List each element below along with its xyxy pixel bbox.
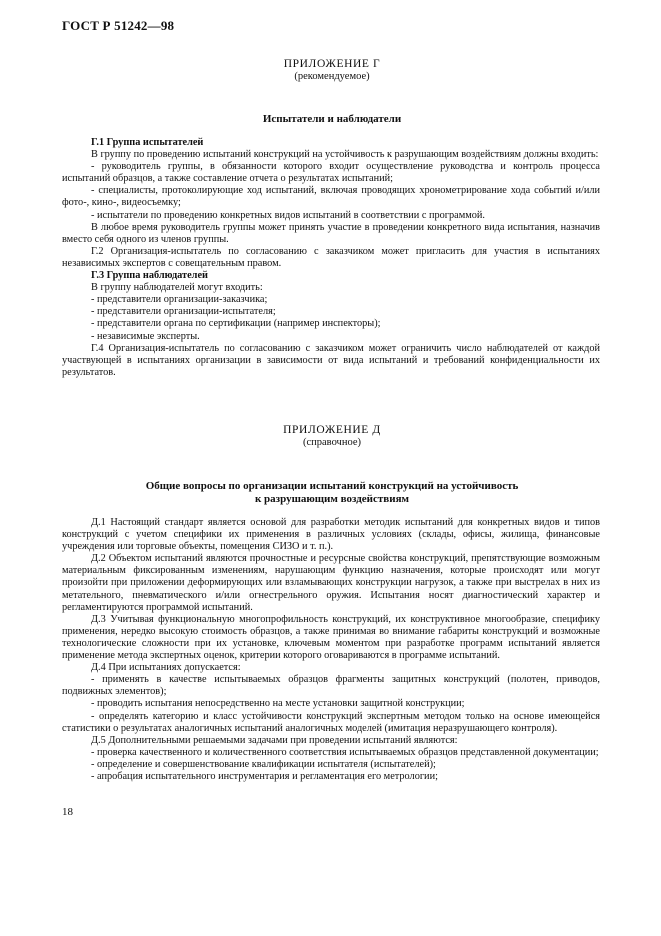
paragraph: - представители органа по сертификации (например инспекторы); <box>91 318 381 330</box>
appendix-g-title: Испытатели и наблюдатели <box>262 113 402 125</box>
paragraph: - представители организации-заказчика; <box>91 294 268 306</box>
paragraph: Д.4 При испытаниях допускается: <box>91 662 241 674</box>
appendix-d-label: ПРИЛОЖЕНИЕ Д <box>283 424 381 436</box>
paragraph: Г.2 Организация-испытатель по согласованию с заказчиком может пригласить для участия в испытаниях независимых экспертов с совещательным правом. <box>62 245 600 269</box>
section-heading: Г.3 Группа наблюдателей <box>91 270 208 282</box>
section-heading: Г.1 Группа испытателей <box>91 137 204 148</box>
paragraph: - специалисты, протоколирующие ход испытаний, включая проводящих хронометрирование хода событий и/или фото-, кино-, видеосъемку; <box>62 185 600 209</box>
paragraph: - независимые эксперты. <box>91 330 200 342</box>
paragraph: В любое время руководитель группы может принять участие в проведении конкретного вида испытания, назначив вместо себя одного из членов группы. <box>62 221 600 245</box>
paragraph: Д.1 Настоящий стандарт является основой для разработки методик испытаний для конкретных видов и типов конструкций с учетом специфики их применения в различных условиях (склады, офисы, жилища, финансовые учреждения или торговые объекты, помещения СИЗО и т. п.). <box>62 517 600 553</box>
appendix-d-title <box>62 480 602 506</box>
appendix-d-title-line1: Общие вопросы по организации испытаний конструкций на устойчивость <box>145 480 519 492</box>
appendix-g-body <box>62 137 600 379</box>
paragraph: - руководитель группы, в обязанности которого входит осуществление руководства и контроль процесса испытаний образцов, а также составление отчета о результатах испытаний; <box>62 161 600 185</box>
paragraph: В группу наблюдателей могут входить: <box>91 282 263 294</box>
paragraph: Г.4 Организация-испытатель по согласованию с заказчиком может ограничить число наблюдателей от каждой участвующей в испытаниях организации в зависимости от вида испытаний и требований конфиденциальности их результатов. <box>62 342 600 378</box>
appendix-d-title-line2: к разрушающим воздействиям <box>254 493 410 505</box>
document-header: ГОСТ Р 51242—98 <box>62 18 175 33</box>
paragraph: - представители организации-испытателя; <box>91 306 276 318</box>
appendix-g-status: (рекомендуемое) <box>294 71 370 82</box>
paragraph: Д.2 Объектом испытаний являются прочностные и ресурсные свойства конструкций, препятствующие возможным материальным фиксированным изменениям, нарушающим функцию назначения, которые происходят или могут произойти при приложении деформирующих или взламывающих конструкции нагрузок, а также при выстрелах в них из метательного, пневматического и/или огнестрельного оружия. Испытания носят диагностический характер и регламентируются программой испытаний. <box>62 553 600 613</box>
appendix-d-body <box>62 517 600 783</box>
paragraph: - апробация испытательного инструментария и регламентация его метрологии; <box>91 770 438 782</box>
paragraph: - определять категорию и класс устойчивости конструкций экспертным методом только на основе имеющейся статистики о результатах аналогичных испытаний аналогичных моделей (имитация неразрушающего контроля). <box>62 710 600 734</box>
paragraph: - применять в качестве испытываемых образцов фрагменты защитных конструкций (полотен, приводов, подвижных элементов); <box>62 674 600 698</box>
appendix-d-status: (справочное) <box>303 437 361 448</box>
paragraph: Д.5 Дополнительными решаемыми задачами при проведении испытаний являются: <box>91 734 458 746</box>
appendix-g-label: ПРИЛОЖЕНИЕ Г <box>283 58 381 70</box>
paragraph: - испытатели по проведению конкретных видов испытаний в соответствии с программой. <box>91 209 485 221</box>
paragraph: Д.3 Учитывая функциональную многопрофильность конструкций, их конструктивное многообразие, специфику применения, нередко высокую стоимость образцов, а также принимая во внимание габариты конструкций и возможные технологические сложности при их установке, ключевым моментом при разработке программ испытаний является применение метода экспертных оценок, критерии которого оговариваются в программе испытаний. <box>62 613 600 662</box>
paragraph: - проводить испытания непосредственно на месте установки защитной конструкции; <box>91 698 465 710</box>
page-number: 18 <box>62 806 73 818</box>
paragraph: - проверка качественного и количественного соответствия испытываемых образцов представленной документации; <box>91 746 599 758</box>
paragraph: - определение и совершенствование квалификации испытателя (испытателей); <box>91 758 436 770</box>
paragraph: В группу по проведению испытаний конструкций на устойчивость к разрушающим воздействиям должны входить: <box>91 149 599 161</box>
